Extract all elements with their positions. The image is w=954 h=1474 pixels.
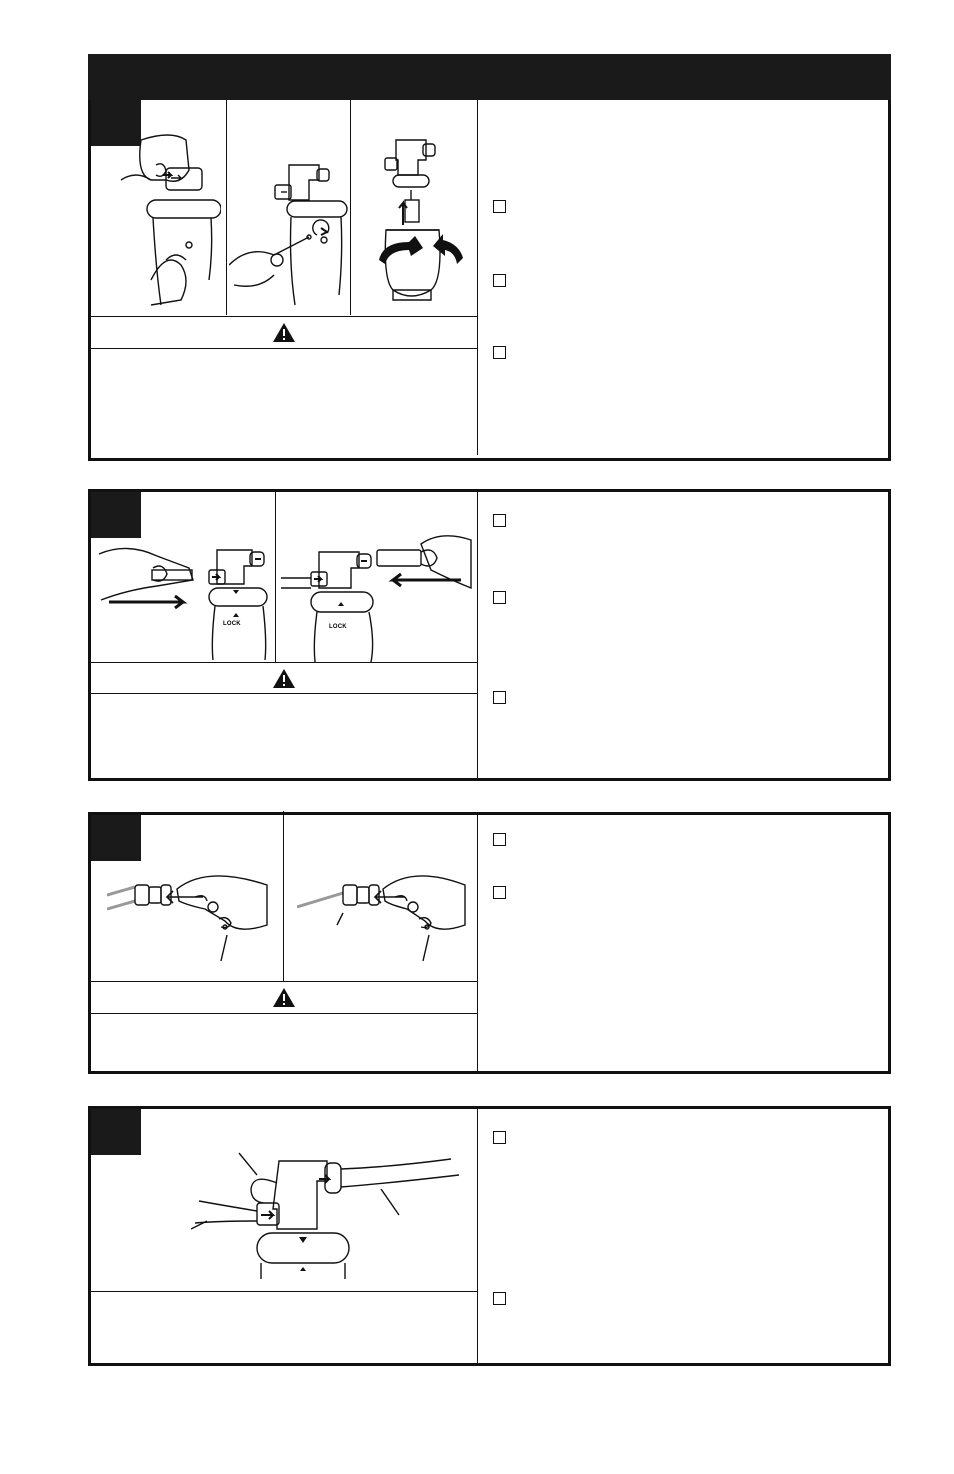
step-3-panel	[88, 812, 891, 1074]
step-3-number-tab	[91, 815, 141, 861]
step-2-checkbox-1[interactable]	[493, 514, 506, 527]
step-3-warning-bar	[91, 982, 477, 1012]
step-2-lock-label-2: LOCK	[329, 624, 347, 630]
step-4-checkbox-1[interactable]	[493, 1131, 506, 1144]
step-4-checkbox-2[interactable]	[493, 1292, 506, 1305]
step-3-illustration-connector-right	[297, 865, 471, 975]
step-2-illustration-tube-right	[281, 530, 473, 662]
step-3-illustration-connector-left	[107, 865, 277, 975]
step-1-checkbox-3[interactable]	[493, 346, 506, 359]
step-1-checkbox-1[interactable]	[493, 200, 506, 213]
step-3-checkbox-2[interactable]	[493, 886, 506, 899]
step-3-checkbox-1[interactable]	[493, 833, 506, 846]
step-2-checkbox-2[interactable]	[493, 591, 506, 604]
step-4-illustration-tubes-connected	[191, 1149, 481, 1279]
step-2-number-tab	[91, 492, 141, 538]
step-2-panel	[88, 489, 891, 781]
warning-triangle-icon	[272, 668, 296, 689]
warning-triangle-icon	[272, 987, 296, 1008]
step-2-illustration-insert-tube	[97, 540, 272, 662]
warning-triangle-icon	[272, 322, 296, 343]
step-2-checkbox-3[interactable]	[493, 691, 506, 704]
step-2-lock-label-1: LOCK	[223, 621, 241, 627]
step-1-checkbox-2[interactable]	[493, 274, 506, 287]
step-4-number-tab	[91, 1109, 141, 1155]
step-4-panel	[88, 1106, 891, 1366]
step-2-warning-bar	[91, 663, 477, 693]
section-header-bar	[88, 54, 891, 102]
step-1-illustration-twist-cartridge	[371, 130, 471, 310]
step-1-warning-bar	[91, 317, 477, 347]
step-1-panel	[88, 100, 891, 461]
step-1-illustration-insert-tool	[229, 155, 349, 315]
step-1-illustration-remove-seal	[111, 130, 221, 310]
